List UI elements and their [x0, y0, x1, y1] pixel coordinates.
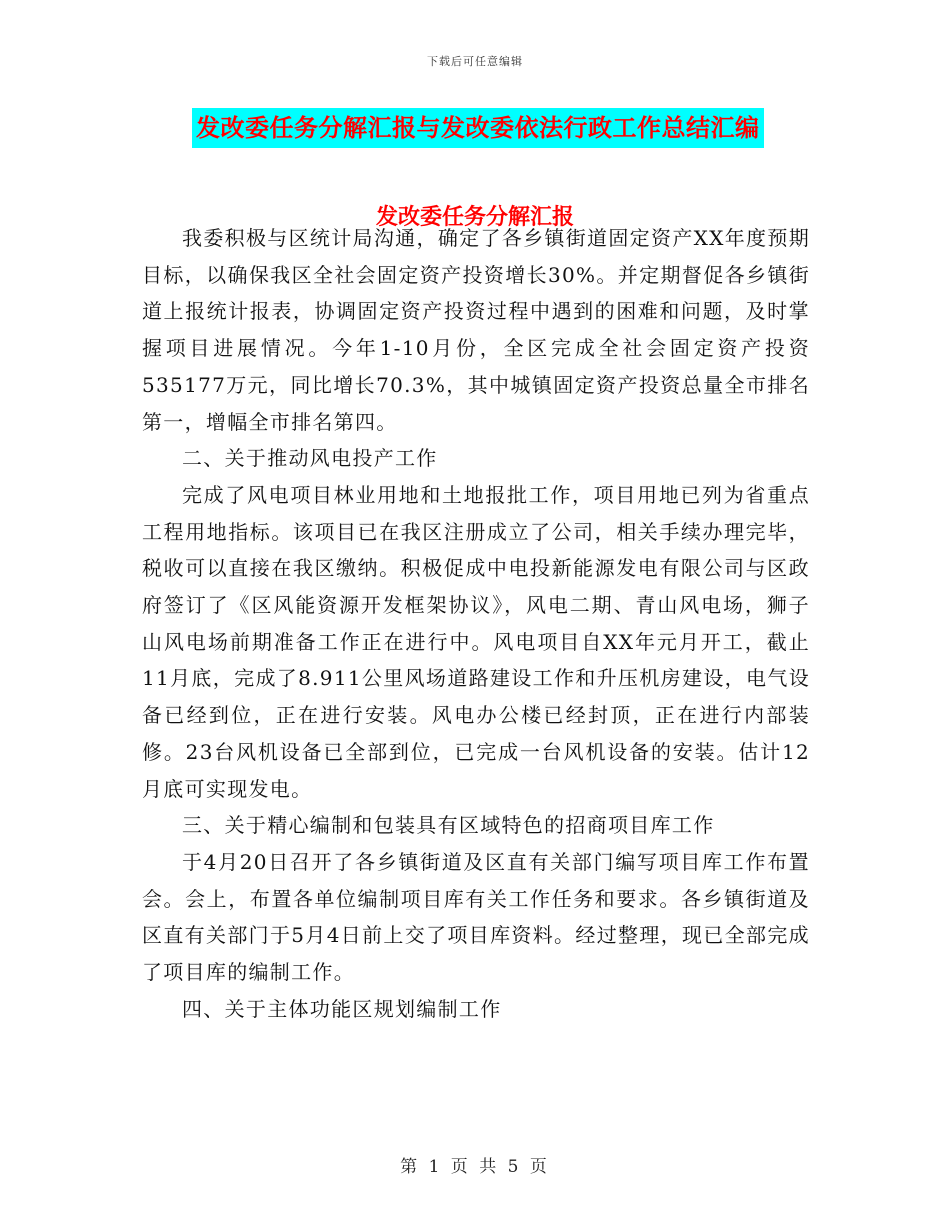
section-heading-2: 二、关于推动风电投产工作 [182, 446, 438, 471]
page-header-note: 下载后可任意编辑 [427, 55, 523, 68]
document-body [142, 220, 810, 1027]
page-number-footer: 第 1 页 共 5 页 [400, 1157, 550, 1177]
document-title-highlight [192, 108, 764, 148]
section-heading-4: 四、关于主体功能区规划编制工作 [182, 996, 502, 1021]
body-paragraph-2: 完成了风电项目林业用地和土地报批工作，项目用地已列为省重点工程用地指标。该项目已在我区注册成立了公司，相关手续办理完毕，税收可以直接在我区缴纳。积极促成中电投新能源发电有限公司与区政府签订了《区风能资源开发框架协议》，风电二期、青山风电场，狮子山风电场前期准备工作正在进行中。风电项目自XX年元月开工，截止11月底，完成了8.911公里风场道路建设工作和升压机房建设，电气设备已经到位，正在进行安装。风电办公楼已经封顶，正在进行内部装修。23台风机设备已全部到位，已完成一台风机设备的安装。估计12月底可实现发电。 [142, 482, 810, 801]
document-title: 发改委任务分解汇报与发改委依法行政工作总结汇编 [196, 113, 760, 142]
section-title: 发改委任务分解汇报 [375, 204, 574, 230]
body-paragraph-3: 于4月20日召开了各乡镇街道及区直有关部门编写项目库工作布置会。会上，布置各单位编制项目库有关工作任务和要求。各乡镇街道及区直有关部门于5月4日前上交了项目库资料。经过整理，现已全部完成了项目库的编制工作。 [142, 849, 810, 985]
section-heading-3: 三、关于精心编制和包装具有区域特色的招商项目库工作 [182, 813, 715, 838]
body-paragraph-1: 我委积极与区统计局沟通，确定了各乡镇街道固定资产XX年度预期目标，以确保我区全社会固定资产投资增长30%。并定期督促各乡镇街道上报统计报表，协调固定资产投资过程中遇到的困难和问题，及时掌握项目进展情况。今年1-10月份，全区完成全社会固定资产投资535177万元，同比增长70.3%，其中城镇固定资产投资总量全市排名第一，增幅全市排名第四。 [142, 226, 810, 434]
